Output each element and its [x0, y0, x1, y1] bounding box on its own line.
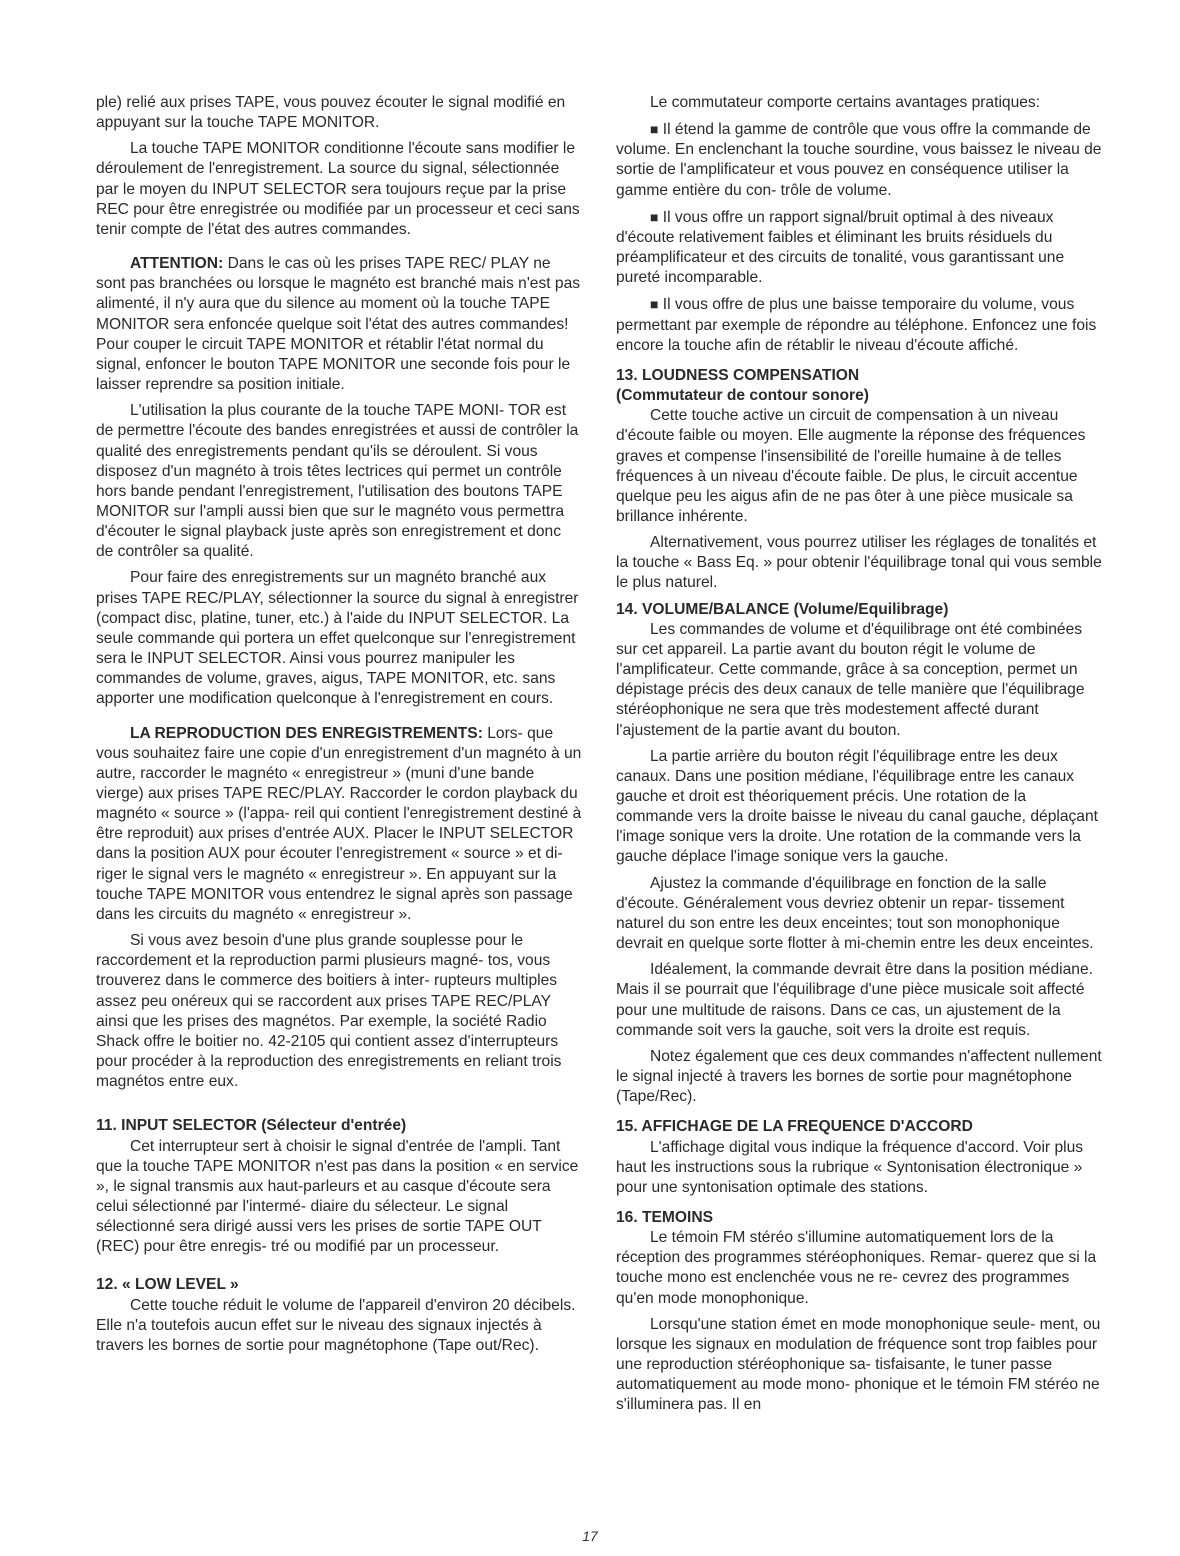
- attention-text: Dans le cas où les prises TAPE REC/ PLAY ne sont pas branchées ou lorsque le magnéto est branché mais n'est pas alimenté, il n'y aura que du silence au moment où la touche TAPE MONITOR sera enfoncée quelque soit l'état des autres commandes! Pour couper le circuit TAPE MONITOR et rétablir l'état normal du signal, enfoncer le bouton TAPE MONITOR une seconde fois pour le laisser reprendre sa position initiale.: [96, 255, 581, 394]
- section-15: [616, 1117, 1104, 1198]
- section-11-text: Cet interrupteur sert à choisir le signal d'entrée de l'ampli. Tant que la touche TAPE MONITOR n'est pas dans la position « en service », le signal transmis aux haut-parleurs et au casque d'écoute sera celui sélectionné par l'intermé- diaire du sélecteur. Le signal sélectionné sera dirigé aussi vers les prises de sortie TAPE OUT (REC) pour être enregis- tré ou modifié par un processeur.: [96, 1137, 579, 1256]
- paragraph-reproduction: [96, 724, 582, 926]
- section-14-paragraph-3: Ajustez la commande d'équilibrage en fonction de la salle d'écoute. Généralement vous devriez obtenir un repar- tissement naturel du son entre les deux enceintes; tout son monophonique devrait en quelque sorte flotter à mi-chemin entre les deux enceintes.: [616, 874, 1094, 953]
- section-11-title: 11. INPUT SELECTOR (Sélecteur d'entrée): [96, 1117, 407, 1135]
- bullet-text: Il étend la gamme de contrôle que vous offre la commande de volume. En enclenchant la touche sourdine, vous baissez le niveau de sortie de l'amplificateur et vous pouvez en conséquence utiliser la gamme entière du con- trôle de volume.: [616, 121, 1102, 199]
- section-16: [616, 1208, 1104, 1416]
- paragraph-usage: L'utilisation la plus courante de la touche TAPE MONI- TOR est de permettre l'écoute des bandes enregistrées et aussi de contrôler la qualité des enregistrements pendant qu'ils se déroulent. Si vous disposez d'un magnéto à trois têtes lectrices qui permet un contrôle hors bande pendant l'enregistrement, l'utilisation des boutons TAPE MONITOR sur l'ampli aussi bien que sur le magnéto vous permettra d'écouter le signal playback juste après son enregistrement et donc de contrôler sa qualité.: [96, 402, 579, 561]
- section-16-paragraph-2: Lorsqu'une station émet en mode monophonique seule- ment, ou lorsque les signaux en modulation de fréquence sont trop faibles pour une reproduction stéréophonique sa- tisfaisante, le tuner passe automatiquement au mode mono- phonique et le témoin FM stéréo ne s'illuminera pas. Il en: [616, 1315, 1101, 1414]
- reproduction-text: Lors- que vous souhaitez faire une copie d'un enregistrement d'un magnéto à un autre, raccorder le magnéto « enregistreur » (muni d'une bande vierge) aux prises TAPE REC/PLAY. Raccorder le cordon playback du magnéto « source » (l'appa- reil qui contient l'enregistrement destiné à être reproduit) aux prises d'entrée AUX. Placer le INPUT SELECTOR dans la position AUX pour écouter l'enregistrement « source » et di- riger le signal vers le magnéto « enregistreur ». En appuyant sur la touche TAPE MONITOR vous entendrez le signal après son passage dans les circuits du magnéto « enregistreur ».: [96, 724, 582, 923]
- section-14-title: 14. VOLUME/BALANCE (Volume/Equilibrage): [616, 600, 949, 618]
- paragraph-tape-monitor: La touche TAPE MONITOR conditionne l'écoute sans modifier le déroulement de l'enregistrement. La source du signal, sélectionnée par le moyen du INPUT SELECTOR sera toujours reçue par la prise REC pour être enregistrée ou modifiée par un processeur et ceci sans tenir compte de l'état des autres commandes.: [96, 140, 580, 238]
- section-12: [96, 1275, 582, 1356]
- bullet-text: Il vous offre un rapport signal/bruit optimal à des niveaux d'écoute relativement faibles et éliminant les bruits résiduels du préamplificateur et des circuits de tonalité, vous garantissant une pureté incomparable.: [616, 208, 1065, 287]
- bullet-item-2: [616, 207, 1104, 289]
- section-12-title: 12. « LOW LEVEL »: [96, 1276, 239, 1294]
- paragraph-attention: [96, 254, 582, 395]
- paragraph-flexibility: Si vous avez besoin d'une plus grande souplesse pour le raccordement et la reproduction parmi plusieurs magné- tos, vous trouverez dans le commerce des boitiers à inter- rupteurs multiples assez peu onéreux qui se raccordent aux prises TAPE REC/PLAY ainsi que les prises des magnétos. Par exemple, la société Radio Shack offre le boitier no. 42-2105 qui contient assez d'interrupteurs pour procéder à la reproduction des enregistrements en reliant trois magnétos entre eux.: [96, 932, 562, 1091]
- section-13: [616, 366, 1104, 594]
- attention-label: ATTENTION:: [130, 255, 224, 273]
- section-11: [96, 1116, 582, 1257]
- section-14: [616, 600, 1104, 1108]
- section-12-text: Cette touche réduit le volume de l'appareil d'environ 20 décibels. Elle n'a toutefois aucun effet sur le niveau des signaux injectés à travers les bornes de sortie pour magnétophone (Tape out/Rec).: [96, 1296, 576, 1354]
- page-number: 17: [582, 1528, 598, 1544]
- section-15-title: 15. AFFICHAGE DE LA FREQUENCE D'ACCORD: [616, 1118, 973, 1136]
- left-column: [96, 93, 582, 1362]
- section-13-subtitle: (Commutateur de contour sonore): [616, 387, 869, 405]
- section-13-paragraph-1: Cette touche active un circuit de compensation à un niveau d'écoute faible ou moyen. Elle augmente la réponse des fréquences graves et compense l'insensibilité de l'oreille humaine à de telles fréquences à un niveau d'écoute faible. De plus, le circuit accentue quelque peu les aigus afin de ne pas ôter à une pièce musicale sa brillance inhérente.: [616, 407, 1086, 525]
- section-14-paragraph-2: La partie arrière du bouton régit l'équilibrage entre les deux canaux. Dans une position médiane, l'équilibrage entre les canaux gauche et droit est théoriquement précis. Une rotation de la commande vers la droite baisse le niveau du canal gauche, déplaçant l'image sonique vers la droite. Une rotation de la commande vers la gauche déplace l'image sonique vers la gauche.: [616, 747, 1098, 866]
- section-16-title: 16. TEMOINS: [616, 1208, 714, 1226]
- bullet-text: Il vous offre de plus une baisse temporaire du volume, vous permettant par exemple de répondre au téléphone. Enfoncez une fois encore la touche afin de rétablir le niveau d'écoute affiché.: [616, 296, 1097, 354]
- paragraph-intro: Le commutateur comporte certains avantages pratiques:: [650, 94, 1041, 111]
- bullet-item-3: [616, 294, 1104, 355]
- section-14-paragraph-4: Idéalement, la commande devrait être dans la position médiane. Mais il se pourrait que l'équilibrage d'une pièce musicale soit affecté pour une multitude de raisons. Dans ce cas, un ajustement de la commande soit vers la gauche, soit vers la droite est requis.: [616, 961, 1093, 1039]
- right-column: [616, 93, 1104, 1422]
- reproduction-label: LA REPRODUCTION DES ENREGISTREMENTS:: [130, 724, 483, 742]
- section-14-paragraph-5: Notez également que ces deux commandes n'affectent nullement le signal injecté à travers les bornes de sortie pour magnétophone (Tape/Rec).: [616, 1047, 1102, 1106]
- section-15-text: L'affichage digital vous indique la fréquence d'accord. Voir plus haut les instructions sous la rubrique « Syntonisation électronique » pour une syntonisation optimale des stations.: [616, 1138, 1084, 1196]
- section-16-paragraph-1: Le témoin FM stéréo s'illumine automatiquement lors de la réception des programmes stéréophoniques. Remar- querez que si la touche mono est enclenchée vous ne re- cevrez des programmes qu'en mode monophonique.: [616, 1229, 1097, 1307]
- section-13-title: 13. LOUDNESS COMPENSATION: [616, 366, 860, 384]
- square-bullet-icon: ■: [650, 121, 659, 138]
- bullet-item-1: [616, 119, 1104, 201]
- square-bullet-icon: ■: [650, 296, 659, 313]
- section-14-paragraph-1: Les commandes de volume et d'équilibrage ont été combinées sur cet appareil. La partie avant du bouton régit le volume de l'amplificateur. Cette commande, grâce à sa conception, permet un dépistage précis des deux canaux de telle manière que l'équilibrage stéréophonique ne sera que très modestement affecté durant l'ajustement de la partie avant du bouton.: [616, 620, 1085, 739]
- section-13-paragraph-2: Alternativement, vous pourrez utiliser les réglages de tonalités et la touche « Bass Eq. » pour obtenir l'équilibrage tonal qui vous semble le plus naturel.: [616, 534, 1102, 592]
- square-bullet-icon: ■: [650, 208, 659, 225]
- paragraph-continued: ple) relié aux prises TAPE, vous pouvez écouter le signal modifié en appuyant sur la touche TAPE MONITOR.: [96, 94, 566, 132]
- paragraph-recording: Pour faire des enregistrements sur un magnéto branché aux prises TAPE REC/PLAY, sélectionner la source du signal à enregistrer (compact disc, platine, tuner, etc.) à l'aide du INPUT SELECTOR. La seule commande qui portera un effet quelconque sur l'enregistrement sera le INPUT SELECTOR. Ainsi vous pourrez manipuler les commandes de volume, graves, aigus, TAPE MONITOR, etc. sans apporter une modification quelconque à l'enregistrement en cours.: [96, 569, 579, 708]
